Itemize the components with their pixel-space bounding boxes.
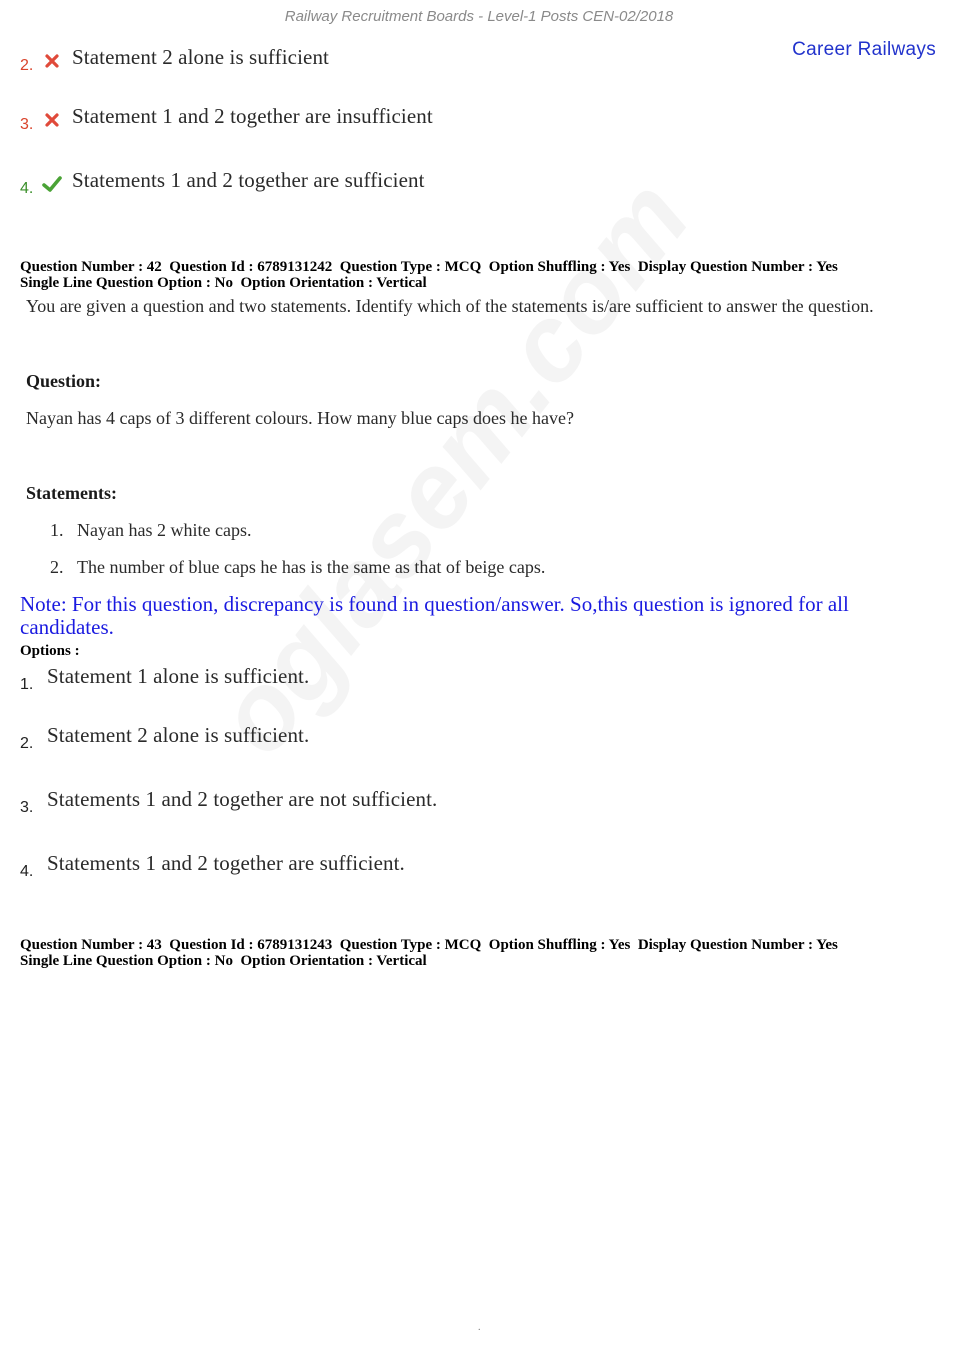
option-number: 1. xyxy=(20,676,34,693)
statement-number: 2. xyxy=(50,557,64,577)
page-header-title: Railway Recruitment Boards - Level-1 Posts CEN-02/2018 xyxy=(284,8,674,25)
options-label: Options : xyxy=(20,643,80,659)
question-meta xyxy=(20,937,940,969)
option-number: 4. xyxy=(20,180,34,197)
option-2 xyxy=(20,722,309,754)
check-icon xyxy=(42,174,62,194)
option-number: 4. xyxy=(20,863,34,880)
option-number: 2. xyxy=(20,57,34,74)
cross-icon xyxy=(42,110,62,130)
option-text: Statements 1 and 2 together are sufficient xyxy=(72,168,425,192)
option-text: Statement 2 alone is sufficient. xyxy=(47,723,310,747)
question-instruction: You are given a question and two statements. Identify which of the statements is/are sufficient to answer the question. xyxy=(26,296,874,316)
option-number: 2. xyxy=(20,735,34,752)
discrepancy-note: Note: For this question, discrepancy is found in question/answer. So,this question is ignored for all candidates. xyxy=(20,592,849,639)
question-meta-line: Single Line Question Option : No Option Orientation : Vertical xyxy=(20,275,427,291)
statement-item xyxy=(50,557,545,578)
statement-item xyxy=(50,520,251,541)
question-meta xyxy=(20,259,940,291)
option-1 xyxy=(20,663,309,695)
option-number: 3. xyxy=(20,116,34,133)
option-4 xyxy=(20,850,405,882)
statement-number: 1. xyxy=(50,520,64,540)
option-text: Statement 1 and 2 together are insufficient xyxy=(72,104,433,128)
option-text: Statement 2 alone is sufficient xyxy=(72,45,329,69)
cross-icon xyxy=(42,51,62,71)
statement-text: The number of blue caps he has is the same as that of beige caps. xyxy=(77,557,546,577)
option-number: 3. xyxy=(20,799,34,816)
prev-option-4 xyxy=(20,167,425,199)
brand-name: Career Railways xyxy=(792,39,936,60)
question-meta-line: Single Line Question Option : No Option Orientation : Vertical xyxy=(20,953,427,969)
question-meta-line: Question Number : 42 Question Id : 6789131242 Question Type : MCQ Option Shuffling : Yes Display Question Number : Yes xyxy=(20,259,838,275)
statements-label: Statements: xyxy=(26,483,117,503)
statement-text: Nayan has 2 white caps. xyxy=(77,520,252,540)
option-text: Statements 1 and 2 together are sufficient. xyxy=(47,851,405,875)
option-text: Statement 1 alone is sufficient. xyxy=(47,664,310,688)
prev-option-2 xyxy=(20,44,329,76)
option-3 xyxy=(20,786,437,818)
option-text: Statements 1 and 2 together are not sufficient. xyxy=(47,787,438,811)
question-meta-line: Question Number : 43 Question Id : 6789131243 Question Type : MCQ Option Shuffling : Yes Display Question Number : Yes xyxy=(20,937,838,953)
question-text: Nayan has 4 caps of 3 different colours. How many blue caps does he have? xyxy=(26,408,574,428)
question-label: Question: xyxy=(26,371,102,391)
prev-option-3 xyxy=(20,103,433,135)
page-footer: . xyxy=(478,1322,481,1333)
